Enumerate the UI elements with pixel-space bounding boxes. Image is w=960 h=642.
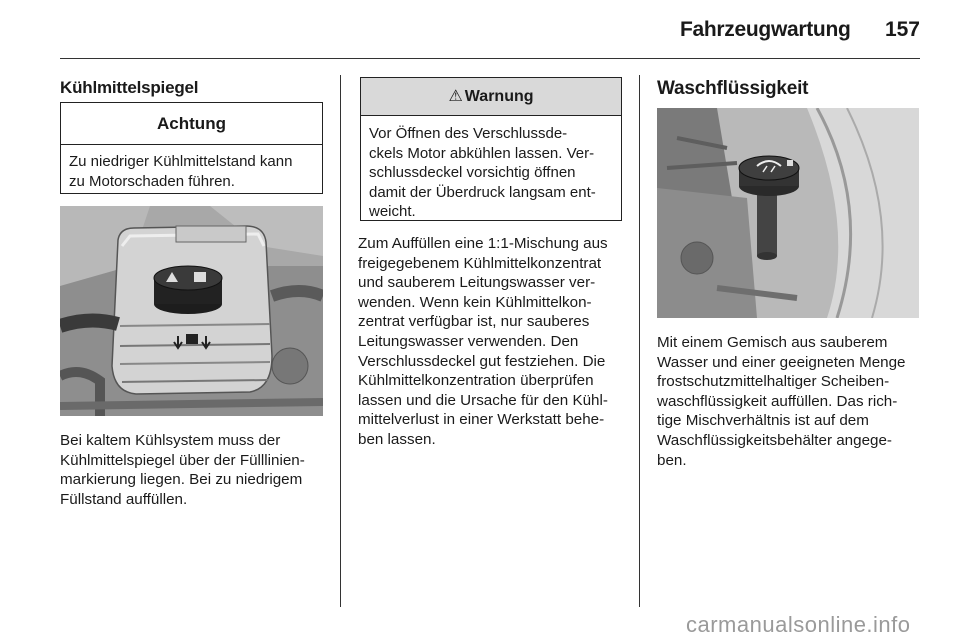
watermark: carmanualsonline.info [686,612,911,637]
text-line: ben lassen. [358,430,436,448]
warning-title: Warnung [464,88,534,105]
text-line: wenden. Wenn kein Kühlmittelkon- [358,293,592,311]
warning-line: Vor Öffnen des Verschlussde- [369,125,568,142]
page-number: 157 [884,18,920,41]
warning-line: damit der Überdruck langsam ent- [369,183,596,201]
washer-body-text [657,333,927,470]
coolant-reservoir-photo [60,206,323,416]
text-line: frostschutzmittelhaltiger Scheiben- [657,373,890,391]
washer-reservoir-photo [657,108,919,318]
warning-line: weicht. [369,203,416,220]
text-line: lassen und die Ursache für den Kühl- [358,391,608,409]
text-line: Waschflüssigkeitsbehälter angege- [657,431,892,449]
text-line: Füllstand auffüllen. [60,490,188,508]
text-line: Kühlmittelspiegel über der Fülllinien- [60,451,305,469]
text-line: tige Mischverhältnis ist auf dem [657,412,869,430]
section-heading-coolant: Kühlmittelspiegel [60,78,199,97]
text-line: zentrat verfügbar ist, nur sauberes [358,313,590,331]
page-header-title: Fahrzeugwartung [680,18,851,41]
text-line: und sauberem Leitungswasser ver- [358,274,596,292]
coolant-body-text [60,431,330,509]
warning-header [361,78,621,116]
text-line: freigegebenem Kühlmittelkonzentrat [358,254,602,272]
text-line: Zum Auffüllen eine 1:1-Mischung aus [358,235,608,252]
text-line: Bei kaltem Kühlsystem muss der [60,432,281,449]
warning-line: schlussdeckel vorsichtig öffnen [369,164,576,181]
caution-line: Zu niedriger Kühlmittelstand kann [69,153,293,170]
text-line: mittelverlust in einer Werkstatt behe- [358,411,605,429]
warning-line: ckels Motor abkühlen lassen. Ver- [369,144,595,162]
text-line: Kühlmittelkonzentration überprüfen [358,372,594,390]
warning-box [360,77,622,221]
caution-line: zu Motorschaden führen. [69,172,235,190]
warning-triangle-icon: ⚠ [448,88,463,105]
caution-box [60,102,323,194]
refill-body-text [358,234,630,450]
section-heading-washer-fluid: Waschflüssigkeit [657,78,809,99]
text-line: Wasser und einer geeigneten Menge [657,353,906,371]
header-divider [60,58,920,59]
column-divider-left [340,75,341,607]
text-line: Mit einem Gemisch aus sauberem [657,334,888,351]
text-line: Leitungswasser verwenden. Den [358,332,579,350]
caution-text [61,145,322,191]
column-divider-right [639,75,640,607]
warning-text [361,116,621,222]
text-line: waschflüssigkeit auffüllen. Das rich- [657,392,898,410]
text-line: ben. [657,451,687,469]
caution-title: Achtung [61,103,322,145]
text-line: Verschlussdeckel gut festziehen. Die [358,352,606,370]
text-line: markierung liegen. Bei zu niedrigem [60,471,303,489]
